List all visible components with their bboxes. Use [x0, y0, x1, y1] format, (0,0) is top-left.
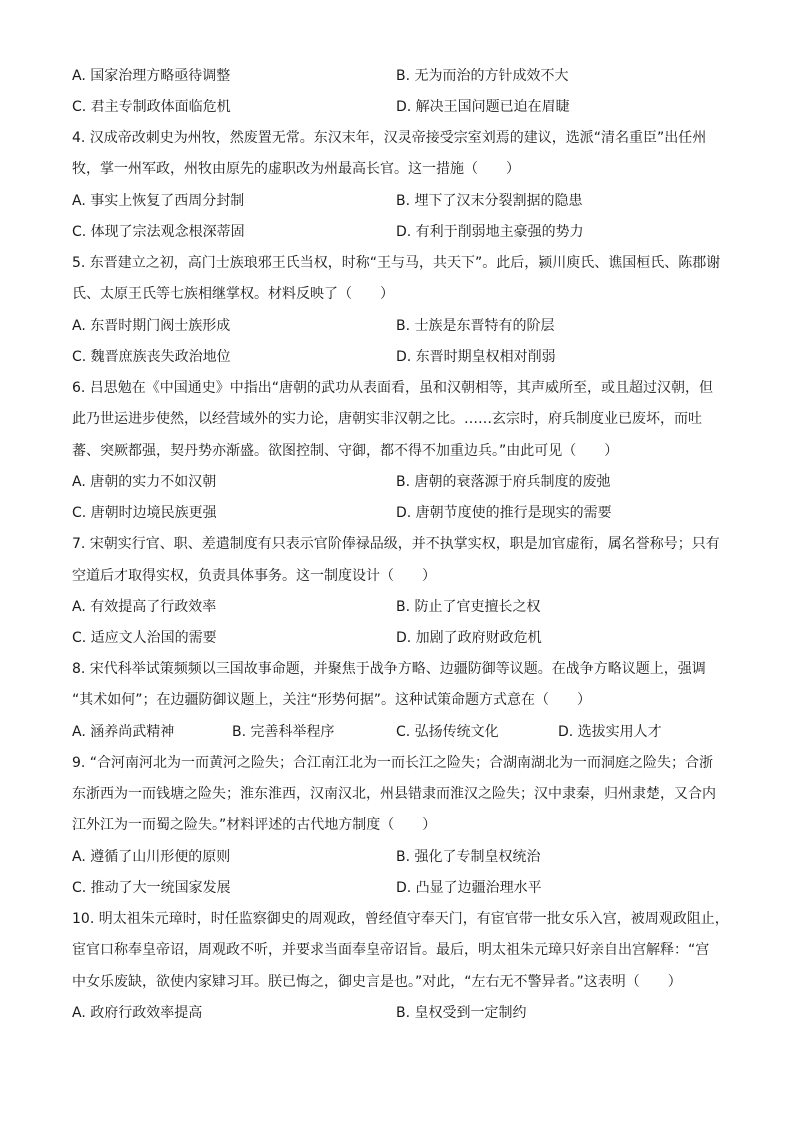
q10-stem-line-3: 中女乐废缺，欲使内家肄习耳。朕已悔之，御史言是也。”对此，“左右无不警异者。”这表明（ ）: [72, 974, 682, 990]
q8-options-row: [72, 722, 732, 742]
q7-option-d[interactable]: D. 加剧了政府财政危机: [396, 630, 542, 646]
q6-stem-line-2: 此乃世运进步使然，以经营域外的实力论，唐朝实非汉朝之比。……玄宗时，府兵制度业已废坏，而吐: [72, 411, 702, 427]
q8-stem-line-2: “其术如何”；在边疆防御议题上，关注“形势何据”。这种试策命题方式意在（ ）: [72, 692, 592, 708]
q6-stem-line-3: 蕃、突厥都强，契丹势亦渐盛。欲图控制、守御，都不得不加重边兵。”由此可见（ ）: [72, 443, 619, 459]
q7-option-a[interactable]: A. 有效提高了行政效率: [72, 599, 217, 615]
q6-option-a[interactable]: A. 唐朝的实力不如汉朝: [72, 474, 217, 490]
q4-options-row-2: [72, 222, 732, 242]
q8-option-a[interactable]: A. 涵养尚武精神: [72, 724, 175, 740]
q10-option-a[interactable]: A. 政府行政效率提高: [72, 1005, 203, 1021]
q3-option-b[interactable]: B. 无为而治的方针成效不大: [396, 68, 569, 84]
q7-options-row-1: [72, 597, 732, 617]
q5-options-row-2: [72, 347, 732, 367]
q9-stem-line-3: 江外江为一而蜀之险失。”材料评述的古代地方制度（ ）: [72, 817, 437, 833]
q6-option-d[interactable]: D. 唐朝节度使的推行是现实的需要: [396, 505, 612, 521]
q3-option-c[interactable]: C. 君主专制政体面临危机: [72, 99, 231, 115]
q10-option-b[interactable]: B. 皇权受到一定制约: [396, 1005, 527, 1021]
q8-option-d[interactable]: D. 选拔实用人才: [558, 724, 662, 740]
q6-options-row-1: [72, 472, 732, 492]
q4-option-b[interactable]: B. 埋下了汉末分裂割据的隐患: [396, 193, 583, 209]
q5-option-c[interactable]: C. 魏晋庶族丧失政治地位: [72, 349, 231, 365]
q3-option-a[interactable]: A. 国家治理方略亟待调整: [72, 68, 231, 84]
q4-option-a[interactable]: A. 事实上恢复了西周分封制: [72, 193, 245, 209]
q6-option-c[interactable]: C. 唐朝时边境民族更强: [72, 505, 217, 521]
q7-options-row-2: [72, 628, 732, 648]
q5-option-b[interactable]: B. 士族是东晋特有的阶层: [396, 318, 555, 334]
q9-option-b[interactable]: B. 强化了专制皇权统治: [396, 849, 541, 865]
q9-options-row-2: [72, 878, 732, 898]
q6-stem-line-1: 6. 吕思勉在《中国通史》中指出“唐朝的武功从表面看，虽和汉朝相等，其声威所至，或且超过汉朝，但: [72, 380, 714, 396]
q10-options-row-1: [72, 1003, 732, 1023]
q3-options-row-2: [72, 97, 732, 117]
q9-options-row-1: [72, 847, 732, 867]
q10-stem-line-2: 宦官口称奉皇帝诏，周观政不听，并要求当面奉皇帝诏旨。最后，明太祖朱元璋只好亲自出宫解释：“宫: [72, 942, 710, 958]
q3-option-d[interactable]: D. 解决王国问题已迫在眉睫: [396, 99, 570, 115]
q8-stem-line-1: 8. 宋代科举试策频频以三国故事命题，并聚焦于战争方略、边疆防御等议题。在战争方略议题上，强调: [72, 661, 706, 677]
q9-option-a[interactable]: A. 遵循了山川形便的原则: [72, 849, 231, 865]
q5-option-a[interactable]: A. 东晋时期门阀士族形成: [72, 318, 231, 334]
q7-stem-line-2: 空道后才取得实权，负责具体事务。这一制度设计（ ）: [72, 568, 436, 584]
q4-options-row-1: [72, 191, 732, 211]
q8-option-b[interactable]: B. 完善科举程序: [232, 724, 335, 740]
q9-option-c[interactable]: C. 推动了大一统国家发展: [72, 880, 231, 896]
q10-stem-line-1: 10. 明太祖朱元璋时，时任监察御史的周观政，曾经值守奉天门，有宦官带一批女乐入宫，被周观政阻止，: [72, 911, 729, 927]
q5-option-d[interactable]: D. 东晋时期皇权相对削弱: [396, 349, 556, 365]
q9-stem-line-2: 东浙西为一而钱塘之险失；淮东淮西，汉南汉北，州县错隶而淮汉之险失；汉中隶秦，归州隶楚，又合内: [72, 786, 716, 802]
q3-options-row-1: [72, 66, 732, 86]
q4-option-c[interactable]: C. 体现了宗法观念根深蒂固: [72, 224, 245, 240]
q7-stem-line-1: 7. 宋朝实行官、职、差遣制度有只表示官阶俸禄品级，并不执掌实权，职是加官虚衔，属名誉称号；只有: [72, 536, 720, 552]
q8-option-c[interactable]: C. 弘扬传统文化: [396, 724, 499, 740]
q7-option-c[interactable]: C. 适应文人治国的需要: [72, 630, 217, 646]
q5-stem-line-2: 氏、太原王氏等七族相继掌权。材料反映了（ ）: [72, 286, 394, 302]
q5-options-row-1: [72, 316, 732, 336]
q4-stem-line-1: 4. 汉成帝改刺史为州牧，然废置无常。东汉末年，汉灵帝接受宗室刘焉的建议，选派“清名重臣”出任州: [72, 130, 707, 146]
q4-stem-line-2: 牧，掌一州军政，州牧由原先的虚职改为州最高长官。这一措施（ ）: [72, 161, 520, 177]
q6-options-row-2: [72, 503, 732, 523]
q5-stem-line-1: 5. 东晋建立之初，高门士族琅邪王氏当权，时称“王与马，共天下”。此后，颍川庾氏、谯国桓氏、陈郡谢: [72, 255, 721, 271]
q6-option-b[interactable]: B. 唐朝的衰落源于府兵制度的废弛: [396, 474, 611, 490]
q4-option-d[interactable]: D. 有利于削弱地主豪强的势力: [396, 224, 584, 240]
q9-stem-line-1: 9. “合河南河北为一而黄河之险失；合江南江北为一而长江之险失；合湖南湖北为一而洞庭之险失；合浙: [72, 755, 714, 771]
q9-option-d[interactable]: D. 凸显了边疆治理水平: [396, 880, 542, 896]
q7-option-b[interactable]: B. 防止了官吏擅长之权: [396, 599, 541, 615]
